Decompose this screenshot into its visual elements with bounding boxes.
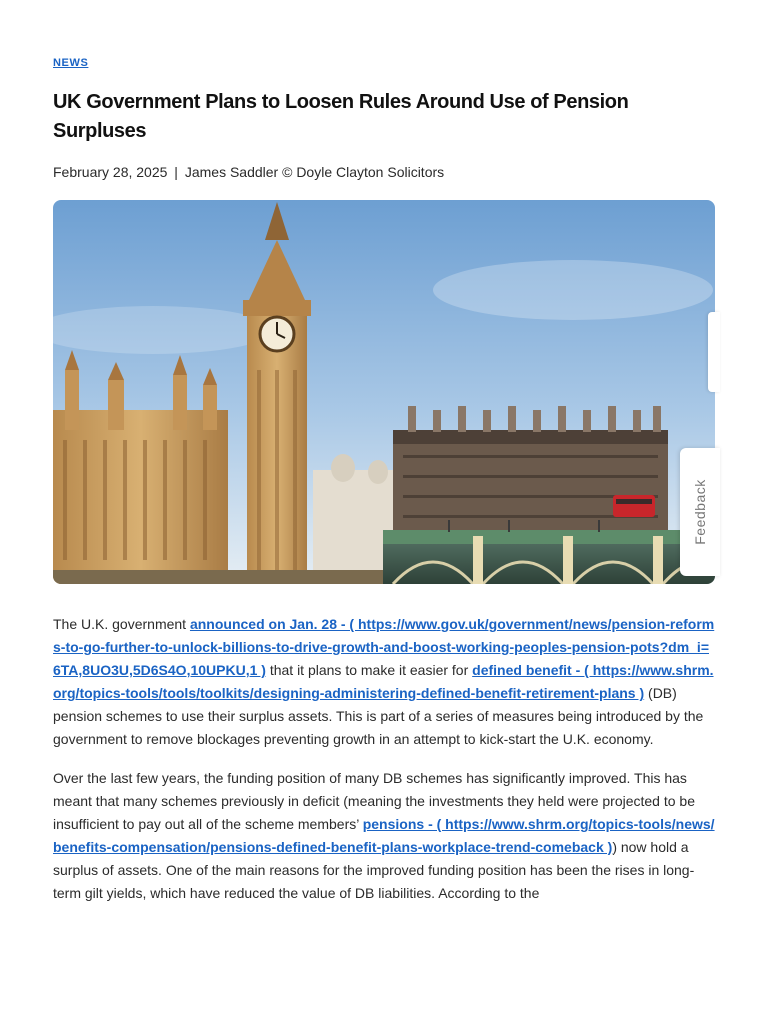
- publish-date: February 28, 2025: [53, 164, 168, 180]
- p1-text-3: (DB) pension schemes to use their surplus assets. This is part of a series of measures being introduced by the government to remove blockages preventing growth in an attempt to kick-start the U.K. economy.: [53, 685, 704, 747]
- p1-text-1: The U.K. government: [53, 616, 190, 632]
- author-name: James Saddler: [184, 164, 279, 180]
- feedback-tab[interactable]: [680, 448, 720, 576]
- link-defined-benefit-toolkit[interactable]: defined benefit - ( https://www.shrm.org/topics-tools/tools/toolkits/designing-administering-defined-benefit-retirement-plans ): [53, 662, 714, 701]
- hero-image: [53, 200, 715, 584]
- paragraph-2: [53, 767, 715, 905]
- source-credit: © Doyle Clayton Solicitors: [282, 164, 445, 180]
- article-body: [53, 613, 715, 921]
- link-gov-uk-announcement[interactable]: announced on Jan. 28 - ( https://www.gov.uk/government/news/pension-reforms-to-go-further-to-unlock-billions-to-drive-growth-and-boost-working-peoples-pension-pots?dm_i=6TA,8UO3U,5D6S4O,10UPKU,1 ): [53, 616, 715, 678]
- p2-text-2: ) now hold a surplus of assets. One of the main reasons for the improved funding position has been the rises in long-term gilt yields, which have reduced the value of DB liabilities. According to the: [53, 839, 695, 901]
- side-tab-handle[interactable]: [708, 312, 720, 392]
- feedback-label: Feedback: [692, 479, 708, 545]
- p1-text-2: that it plans to make it easier for: [265, 662, 473, 678]
- category-link-news[interactable]: NEWS: [53, 57, 89, 69]
- p2-text-1: Over the last few years, the funding position of many DB schemes has significantly improved. This has meant that many schemes previously in deficit (meaning the investments they held were projected to be insufficient to pay out all of the scheme members’: [53, 770, 695, 832]
- byline-separator: |: [174, 164, 178, 180]
- byline: [53, 164, 444, 180]
- article-title: UK Government Plans to Loosen Rules Around Use of Pension Surpluses: [53, 91, 629, 142]
- paragraph-1: [53, 613, 715, 751]
- link-pensions-article[interactable]: pensions - ( https://www.shrm.org/topics-tools/news/benefits-compensation/pensions-defined-benefit-plans-workplace-trend-comeback ): [53, 816, 715, 855]
